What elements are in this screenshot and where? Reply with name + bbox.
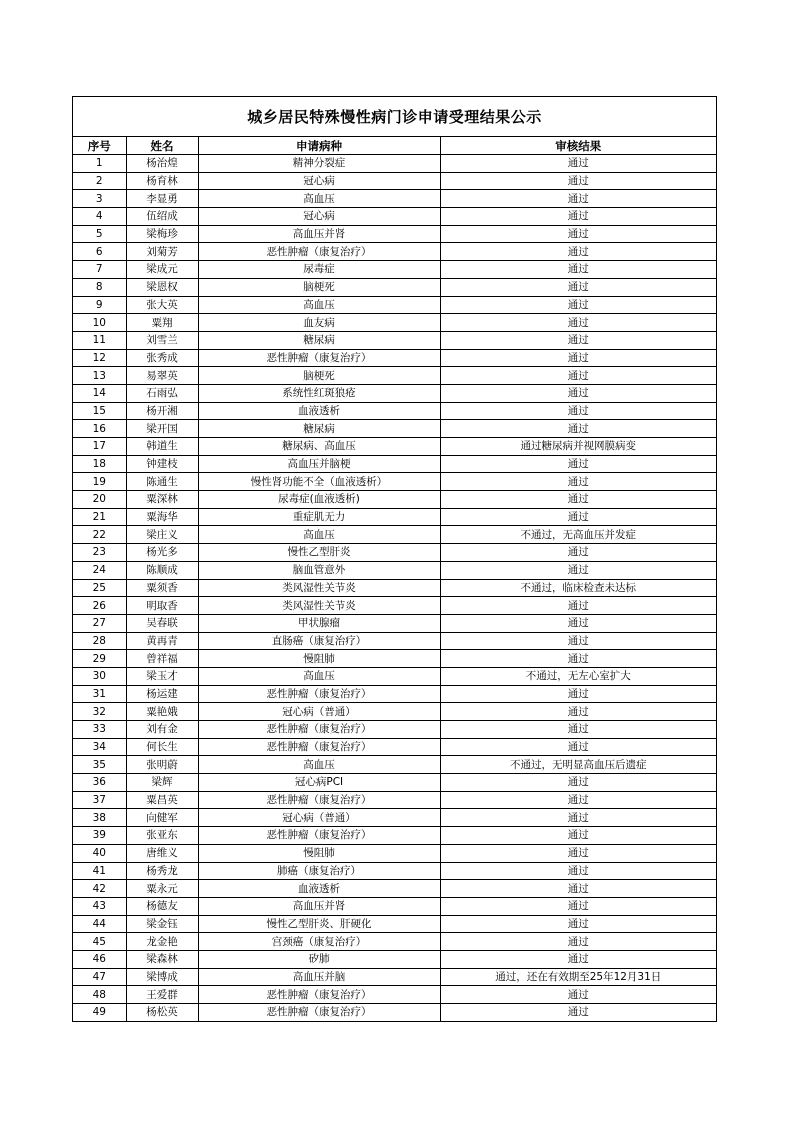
results-table bbox=[73, 137, 716, 1021]
cell-name: 梁辉 bbox=[126, 774, 198, 792]
cell-no: 3 bbox=[73, 190, 126, 208]
table-row bbox=[73, 844, 716, 862]
cell-name: 刘有金 bbox=[126, 721, 198, 739]
cell-disease: 高血压并肾 bbox=[198, 897, 440, 915]
cell-result: 通过 bbox=[440, 367, 716, 385]
cell-result: 通过 bbox=[440, 827, 716, 845]
cell-disease: 高血压 bbox=[198, 190, 440, 208]
table-row bbox=[73, 862, 716, 880]
cell-disease: 肺癌（康复治疗） bbox=[198, 862, 440, 880]
table-row bbox=[73, 650, 716, 668]
cell-result: 通过 bbox=[440, 190, 716, 208]
cell-no: 44 bbox=[73, 915, 126, 933]
cell-no: 47 bbox=[73, 968, 126, 986]
cell-disease: 血液透析 bbox=[198, 402, 440, 420]
cell-result: 不通过，临床检查未达标 bbox=[440, 579, 716, 597]
cell-name: 梁恩权 bbox=[126, 278, 198, 296]
cell-name: 曾祥福 bbox=[126, 650, 198, 668]
header-no: 序号 bbox=[73, 137, 126, 155]
cell-name: 陈顺成 bbox=[126, 561, 198, 579]
cell-disease: 精神分裂症 bbox=[198, 155, 440, 173]
cell-disease: 糖尿病 bbox=[198, 331, 440, 349]
cell-no: 18 bbox=[73, 455, 126, 473]
cell-name: 伍绍成 bbox=[126, 208, 198, 226]
table-row bbox=[73, 261, 716, 279]
cell-result: 通过 bbox=[440, 774, 716, 792]
cell-no: 8 bbox=[73, 278, 126, 296]
cell-result: 通过 bbox=[440, 278, 716, 296]
cell-result: 通过 bbox=[440, 597, 716, 615]
cell-name: 钟建枝 bbox=[126, 455, 198, 473]
cell-disease: 高血压 bbox=[198, 756, 440, 774]
cell-name: 杨运建 bbox=[126, 685, 198, 703]
cell-result: 通过 bbox=[440, 384, 716, 402]
cell-disease: 脑血管意外 bbox=[198, 561, 440, 579]
cell-no: 16 bbox=[73, 420, 126, 438]
cell-disease: 矽肺 bbox=[198, 950, 440, 968]
table-row bbox=[73, 880, 716, 898]
cell-name: 杨松英 bbox=[126, 1004, 198, 1021]
table-row bbox=[73, 827, 716, 845]
cell-disease: 糖尿病、高血压 bbox=[198, 438, 440, 456]
cell-no: 33 bbox=[73, 721, 126, 739]
cell-disease: 恶性肿瘤（康复治疗） bbox=[198, 738, 440, 756]
cell-name: 吴春联 bbox=[126, 614, 198, 632]
cell-disease: 脑梗死 bbox=[198, 278, 440, 296]
table-row bbox=[73, 933, 716, 951]
cell-disease: 恶性肿瘤（康复治疗） bbox=[198, 721, 440, 739]
cell-name: 杨德友 bbox=[126, 897, 198, 915]
cell-result: 通过 bbox=[440, 491, 716, 509]
table-row bbox=[73, 1004, 716, 1021]
cell-name: 杨育林 bbox=[126, 172, 198, 190]
table-row bbox=[73, 455, 716, 473]
cell-result: 通过 bbox=[440, 243, 716, 261]
cell-name: 王爱群 bbox=[126, 986, 198, 1004]
cell-disease: 高血压 bbox=[198, 526, 440, 544]
cell-no: 19 bbox=[73, 473, 126, 491]
cell-result: 不通过，无明显高血压后遗症 bbox=[440, 756, 716, 774]
table-row bbox=[73, 756, 716, 774]
cell-no: 25 bbox=[73, 579, 126, 597]
cell-result: 通过 bbox=[440, 703, 716, 721]
cell-result: 通过 bbox=[440, 915, 716, 933]
results-sheet bbox=[72, 96, 717, 1022]
cell-result: 通过，还在有效期至25年12月31日 bbox=[440, 968, 716, 986]
cell-no: 10 bbox=[73, 314, 126, 332]
cell-no: 45 bbox=[73, 933, 126, 951]
cell-name: 向健军 bbox=[126, 809, 198, 827]
cell-name: 杨秀龙 bbox=[126, 862, 198, 880]
cell-name: 陈通生 bbox=[126, 473, 198, 491]
cell-result: 通过 bbox=[440, 950, 716, 968]
cell-no: 37 bbox=[73, 791, 126, 809]
cell-no: 34 bbox=[73, 738, 126, 756]
table-row bbox=[73, 225, 716, 243]
cell-no: 11 bbox=[73, 331, 126, 349]
cell-name: 粟艳娥 bbox=[126, 703, 198, 721]
cell-result: 通过 bbox=[440, 296, 716, 314]
table-row bbox=[73, 667, 716, 685]
cell-name: 韩道生 bbox=[126, 438, 198, 456]
cell-no: 48 bbox=[73, 986, 126, 1004]
cell-no: 39 bbox=[73, 827, 126, 845]
cell-result: 通过 bbox=[440, 402, 716, 420]
table-row bbox=[73, 597, 716, 615]
table-row bbox=[73, 208, 716, 226]
cell-result: 通过 bbox=[440, 685, 716, 703]
cell-disease: 恶性肿瘤（康复治疗） bbox=[198, 791, 440, 809]
cell-name: 粟须香 bbox=[126, 579, 198, 597]
header-result: 审核结果 bbox=[440, 137, 716, 155]
table-row bbox=[73, 685, 716, 703]
table-row bbox=[73, 968, 716, 986]
cell-name: 梁博成 bbox=[126, 968, 198, 986]
cell-name: 何长生 bbox=[126, 738, 198, 756]
cell-disease: 宫颈癌（康复治疗） bbox=[198, 933, 440, 951]
table-row bbox=[73, 791, 716, 809]
cell-disease: 恶性肿瘤（康复治疗） bbox=[198, 349, 440, 367]
cell-result: 通过 bbox=[440, 331, 716, 349]
cell-result: 通过 bbox=[440, 349, 716, 367]
cell-name: 梁森林 bbox=[126, 950, 198, 968]
cell-disease: 高血压并肾 bbox=[198, 225, 440, 243]
cell-disease: 直肠癌（康复治疗） bbox=[198, 632, 440, 650]
cell-name: 粟昌英 bbox=[126, 791, 198, 809]
table-row bbox=[73, 544, 716, 562]
table-row bbox=[73, 632, 716, 650]
cell-no: 46 bbox=[73, 950, 126, 968]
cell-name: 刘雪兰 bbox=[126, 331, 198, 349]
cell-name: 明取香 bbox=[126, 597, 198, 615]
cell-no: 5 bbox=[73, 225, 126, 243]
cell-result: 通过 bbox=[440, 738, 716, 756]
cell-disease: 慢性肾功能不全（血液透析） bbox=[198, 473, 440, 491]
cell-disease: 慢阻肺 bbox=[198, 650, 440, 668]
cell-result: 不通过，无左心室扩大 bbox=[440, 667, 716, 685]
cell-disease: 重症肌无力 bbox=[198, 508, 440, 526]
cell-result: 通过 bbox=[440, 261, 716, 279]
cell-result: 通过 bbox=[440, 721, 716, 739]
cell-disease: 冠心病 bbox=[198, 208, 440, 226]
cell-disease: 慢性乙型肝炎 bbox=[198, 544, 440, 562]
cell-result: 通过 bbox=[440, 862, 716, 880]
table-row bbox=[73, 155, 716, 173]
table-row bbox=[73, 614, 716, 632]
cell-result: 通过 bbox=[440, 791, 716, 809]
cell-result: 通过 bbox=[440, 632, 716, 650]
cell-no: 17 bbox=[73, 438, 126, 456]
cell-name: 梁金钰 bbox=[126, 915, 198, 933]
cell-name: 梁开国 bbox=[126, 420, 198, 438]
cell-name: 粟海华 bbox=[126, 508, 198, 526]
cell-result: 通过 bbox=[440, 314, 716, 332]
cell-no: 2 bbox=[73, 172, 126, 190]
table-row bbox=[73, 438, 716, 456]
cell-disease: 血液透析 bbox=[198, 880, 440, 898]
table-row bbox=[73, 526, 716, 544]
cell-name: 张大英 bbox=[126, 296, 198, 314]
cell-name: 黄再青 bbox=[126, 632, 198, 650]
cell-result: 通过 bbox=[440, 208, 716, 226]
cell-no: 29 bbox=[73, 650, 126, 668]
cell-disease: 血友病 bbox=[198, 314, 440, 332]
cell-result: 通过 bbox=[440, 809, 716, 827]
cell-result: 通过 bbox=[440, 172, 716, 190]
cell-no: 40 bbox=[73, 844, 126, 862]
table-row bbox=[73, 367, 716, 385]
table-row bbox=[73, 331, 716, 349]
cell-no: 28 bbox=[73, 632, 126, 650]
table-row bbox=[73, 420, 716, 438]
table-row bbox=[73, 915, 716, 933]
table-row bbox=[73, 491, 716, 509]
cell-disease: 恶性肿瘤（康复治疗） bbox=[198, 1004, 440, 1021]
cell-result: 通过 bbox=[440, 544, 716, 562]
cell-disease: 甲状腺瘤 bbox=[198, 614, 440, 632]
cell-disease: 高血压并脑梗 bbox=[198, 455, 440, 473]
cell-name: 粟永元 bbox=[126, 880, 198, 898]
cell-no: 20 bbox=[73, 491, 126, 509]
cell-result: 通过 bbox=[440, 880, 716, 898]
cell-no: 38 bbox=[73, 809, 126, 827]
cell-result: 通过糖尿病并视网膜病变 bbox=[440, 438, 716, 456]
cell-no: 6 bbox=[73, 243, 126, 261]
cell-no: 15 bbox=[73, 402, 126, 420]
cell-name: 梁玉才 bbox=[126, 667, 198, 685]
cell-result: 不通过，无高血压并发症 bbox=[440, 526, 716, 544]
cell-no: 42 bbox=[73, 880, 126, 898]
cell-no: 36 bbox=[73, 774, 126, 792]
cell-result: 通过 bbox=[440, 473, 716, 491]
table-row bbox=[73, 579, 716, 597]
cell-no: 1 bbox=[73, 155, 126, 173]
header-name: 姓名 bbox=[126, 137, 198, 155]
cell-disease: 冠心病PCI bbox=[198, 774, 440, 792]
table-row bbox=[73, 703, 716, 721]
cell-result: 通过 bbox=[440, 225, 716, 243]
cell-result: 通过 bbox=[440, 933, 716, 951]
cell-name: 张亚东 bbox=[126, 827, 198, 845]
cell-no: 4 bbox=[73, 208, 126, 226]
cell-disease: 高血压 bbox=[198, 296, 440, 314]
table-row bbox=[73, 172, 716, 190]
cell-disease: 脑梗死 bbox=[198, 367, 440, 385]
table-row bbox=[73, 349, 716, 367]
cell-disease: 慢性乙型肝炎、肝硬化 bbox=[198, 915, 440, 933]
cell-result: 通过 bbox=[440, 561, 716, 579]
cell-no: 21 bbox=[73, 508, 126, 526]
table-row bbox=[73, 774, 716, 792]
table-row bbox=[73, 738, 716, 756]
cell-name: 粟翔 bbox=[126, 314, 198, 332]
cell-no: 31 bbox=[73, 685, 126, 703]
cell-disease: 高血压 bbox=[198, 667, 440, 685]
cell-name: 李显勇 bbox=[126, 190, 198, 208]
cell-disease: 尿毒症(血液透析) bbox=[198, 491, 440, 509]
header-disease: 申请病种 bbox=[198, 137, 440, 155]
table-row bbox=[73, 721, 716, 739]
cell-no: 7 bbox=[73, 261, 126, 279]
table-body bbox=[73, 155, 716, 1021]
cell-no: 35 bbox=[73, 756, 126, 774]
table-row bbox=[73, 473, 716, 491]
cell-result: 通过 bbox=[440, 455, 716, 473]
cell-result: 通过 bbox=[440, 420, 716, 438]
cell-no: 30 bbox=[73, 667, 126, 685]
cell-name: 梁梅珍 bbox=[126, 225, 198, 243]
cell-disease: 高血压并脑 bbox=[198, 968, 440, 986]
cell-no: 26 bbox=[73, 597, 126, 615]
cell-no: 32 bbox=[73, 703, 126, 721]
table-row bbox=[73, 402, 716, 420]
cell-result: 通过 bbox=[440, 844, 716, 862]
cell-disease: 恶性肿瘤（康复治疗） bbox=[198, 685, 440, 703]
cell-name: 石雨弘 bbox=[126, 384, 198, 402]
cell-name: 杨治煌 bbox=[126, 155, 198, 173]
cell-result: 通过 bbox=[440, 650, 716, 668]
table-row bbox=[73, 190, 716, 208]
cell-name: 杨光多 bbox=[126, 544, 198, 562]
cell-no: 24 bbox=[73, 561, 126, 579]
cell-disease: 系统性红斑狼疮 bbox=[198, 384, 440, 402]
cell-name: 杨开湘 bbox=[126, 402, 198, 420]
cell-disease: 类风湿性关节炎 bbox=[198, 597, 440, 615]
cell-result: 通过 bbox=[440, 614, 716, 632]
header-row bbox=[73, 137, 716, 155]
cell-disease: 慢阻肺 bbox=[198, 844, 440, 862]
cell-disease: 冠心病（普通） bbox=[198, 703, 440, 721]
cell-name: 张明蔚 bbox=[126, 756, 198, 774]
cell-no: 27 bbox=[73, 614, 126, 632]
cell-disease: 冠心病（普通） bbox=[198, 809, 440, 827]
cell-name: 张秀成 bbox=[126, 349, 198, 367]
table-row bbox=[73, 508, 716, 526]
cell-disease: 糖尿病 bbox=[198, 420, 440, 438]
cell-disease: 冠心病 bbox=[198, 172, 440, 190]
cell-name: 唐维义 bbox=[126, 844, 198, 862]
cell-name: 粟深林 bbox=[126, 491, 198, 509]
cell-result: 通过 bbox=[440, 155, 716, 173]
cell-result: 通过 bbox=[440, 897, 716, 915]
cell-no: 9 bbox=[73, 296, 126, 314]
cell-result: 通过 bbox=[440, 986, 716, 1004]
table-row bbox=[73, 278, 716, 296]
table-row bbox=[73, 561, 716, 579]
table-row bbox=[73, 950, 716, 968]
cell-name: 梁成元 bbox=[126, 261, 198, 279]
table-row bbox=[73, 296, 716, 314]
document-title: 城乡居民特殊慢性病门诊申请受理结果公示 bbox=[73, 97, 716, 137]
cell-name: 龙金艳 bbox=[126, 933, 198, 951]
cell-no: 22 bbox=[73, 526, 126, 544]
cell-name: 刘菊芳 bbox=[126, 243, 198, 261]
cell-disease: 恶性肿瘤（康复治疗） bbox=[198, 243, 440, 261]
cell-no: 13 bbox=[73, 367, 126, 385]
table-row bbox=[73, 384, 716, 402]
cell-disease: 类风湿性关节炎 bbox=[198, 579, 440, 597]
cell-result: 通过 bbox=[440, 1004, 716, 1021]
table-row bbox=[73, 243, 716, 261]
cell-disease: 恶性肿瘤（康复治疗） bbox=[198, 827, 440, 845]
cell-disease: 尿毒症 bbox=[198, 261, 440, 279]
cell-no: 41 bbox=[73, 862, 126, 880]
table-row bbox=[73, 986, 716, 1004]
table-row bbox=[73, 897, 716, 915]
cell-no: 49 bbox=[73, 1004, 126, 1021]
table-row bbox=[73, 809, 716, 827]
cell-disease: 恶性肿瘤（康复治疗） bbox=[198, 986, 440, 1004]
cell-name: 梁庄义 bbox=[126, 526, 198, 544]
cell-result: 通过 bbox=[440, 508, 716, 526]
cell-name: 易翠英 bbox=[126, 367, 198, 385]
table-row bbox=[73, 314, 716, 332]
cell-no: 23 bbox=[73, 544, 126, 562]
cell-no: 14 bbox=[73, 384, 126, 402]
cell-no: 12 bbox=[73, 349, 126, 367]
cell-no: 43 bbox=[73, 897, 126, 915]
